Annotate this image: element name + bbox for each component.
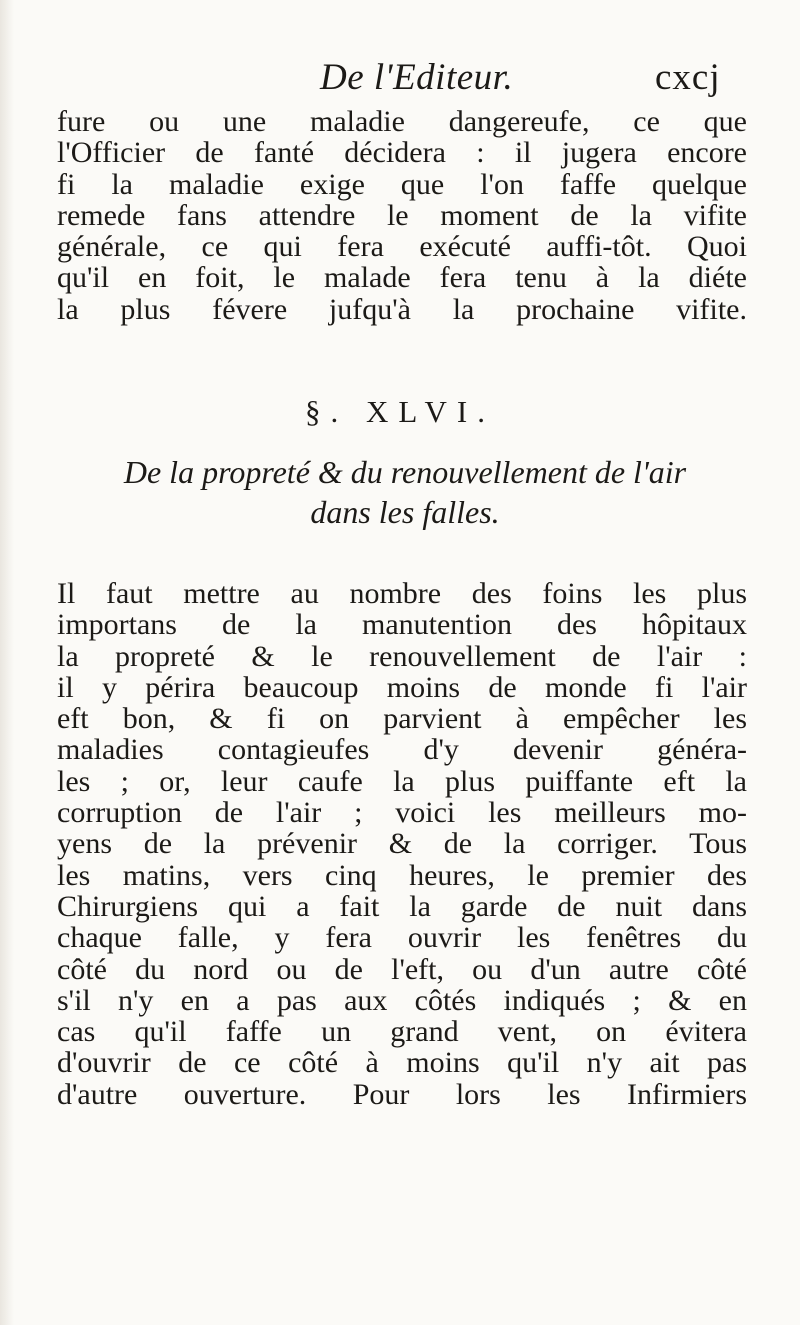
text-line: importans de la manutention des hôpitaux xyxy=(57,608,747,642)
section-title-line: dans les falles. xyxy=(310,494,500,530)
running-title: De l'Editeur. xyxy=(320,57,514,98)
text-line: s'il n'y en a pas aux côtés indiqués ; & en xyxy=(57,983,747,1017)
text-line: yens de la prévenir & de la corriger. Tous xyxy=(57,827,747,861)
paragraph-2 xyxy=(57,578,747,1110)
paragraph-1 xyxy=(57,106,747,325)
page-gutter-shadow xyxy=(0,0,14,1325)
text-line: il y périra beaucoup moins de monde fi l'air xyxy=(57,670,747,704)
text-line: qu'il en foit, le malade fera tenu à la diéte xyxy=(57,261,747,295)
text-line: générale, ce qui fera exécuté auffi-tôt. Quoi xyxy=(57,230,747,264)
text-line: Chirurgiens qui a fait la garde de nuit dans xyxy=(57,889,747,923)
text-line: chaque falle, y fera ouvrir les fenêtres du xyxy=(57,921,747,955)
text-line: corruption de l'air ; voici les meilleurs mo- xyxy=(57,796,747,830)
text-line: la plus févere jufqu'à la prochaine vifite. xyxy=(57,292,747,326)
text-line: les ; or, leur caufe la plus puiffante eft la xyxy=(57,764,747,798)
text-line: la propreté & le renouvellement de l'air : xyxy=(57,639,747,673)
page-number: cxcj xyxy=(655,57,721,98)
text-line: Il faut mettre au nombre des foins les plus xyxy=(57,577,747,610)
text-line: d'ouvrir de ce côté à moins qu'il n'y ait pas xyxy=(57,1046,747,1080)
text-line: eft bon, & fi on parvient à empêcher les xyxy=(57,702,747,736)
section-title xyxy=(60,452,750,532)
running-head xyxy=(0,54,800,104)
section-title-line: De la propreté & du renouvellement de l'air xyxy=(123,454,687,490)
text-line: d'autre ouverture. Pour lors les Infirmiers xyxy=(57,1077,747,1111)
section-number: §. XLVI. xyxy=(305,394,495,429)
text-line: maladies contagieufes d'y devenir généra- xyxy=(57,733,747,767)
text-line: l'Officier de fanté décidera : il jugera encore xyxy=(57,136,747,170)
text-line: remede fans attendre le moment de la vifite xyxy=(57,198,747,232)
text-line: côté du nord ou de l'eft, ou d'un autre côté xyxy=(57,952,747,986)
text-line: les matins, vers cinq heures, le premier des xyxy=(57,858,747,892)
text-line: fure ou une maladie dangereufe, ce que xyxy=(57,105,747,138)
text-line: fi la maladie exige que l'on faffe quelque xyxy=(57,167,747,201)
text-line: cas qu'il faffe un grand vent, on évitera xyxy=(57,1015,747,1049)
